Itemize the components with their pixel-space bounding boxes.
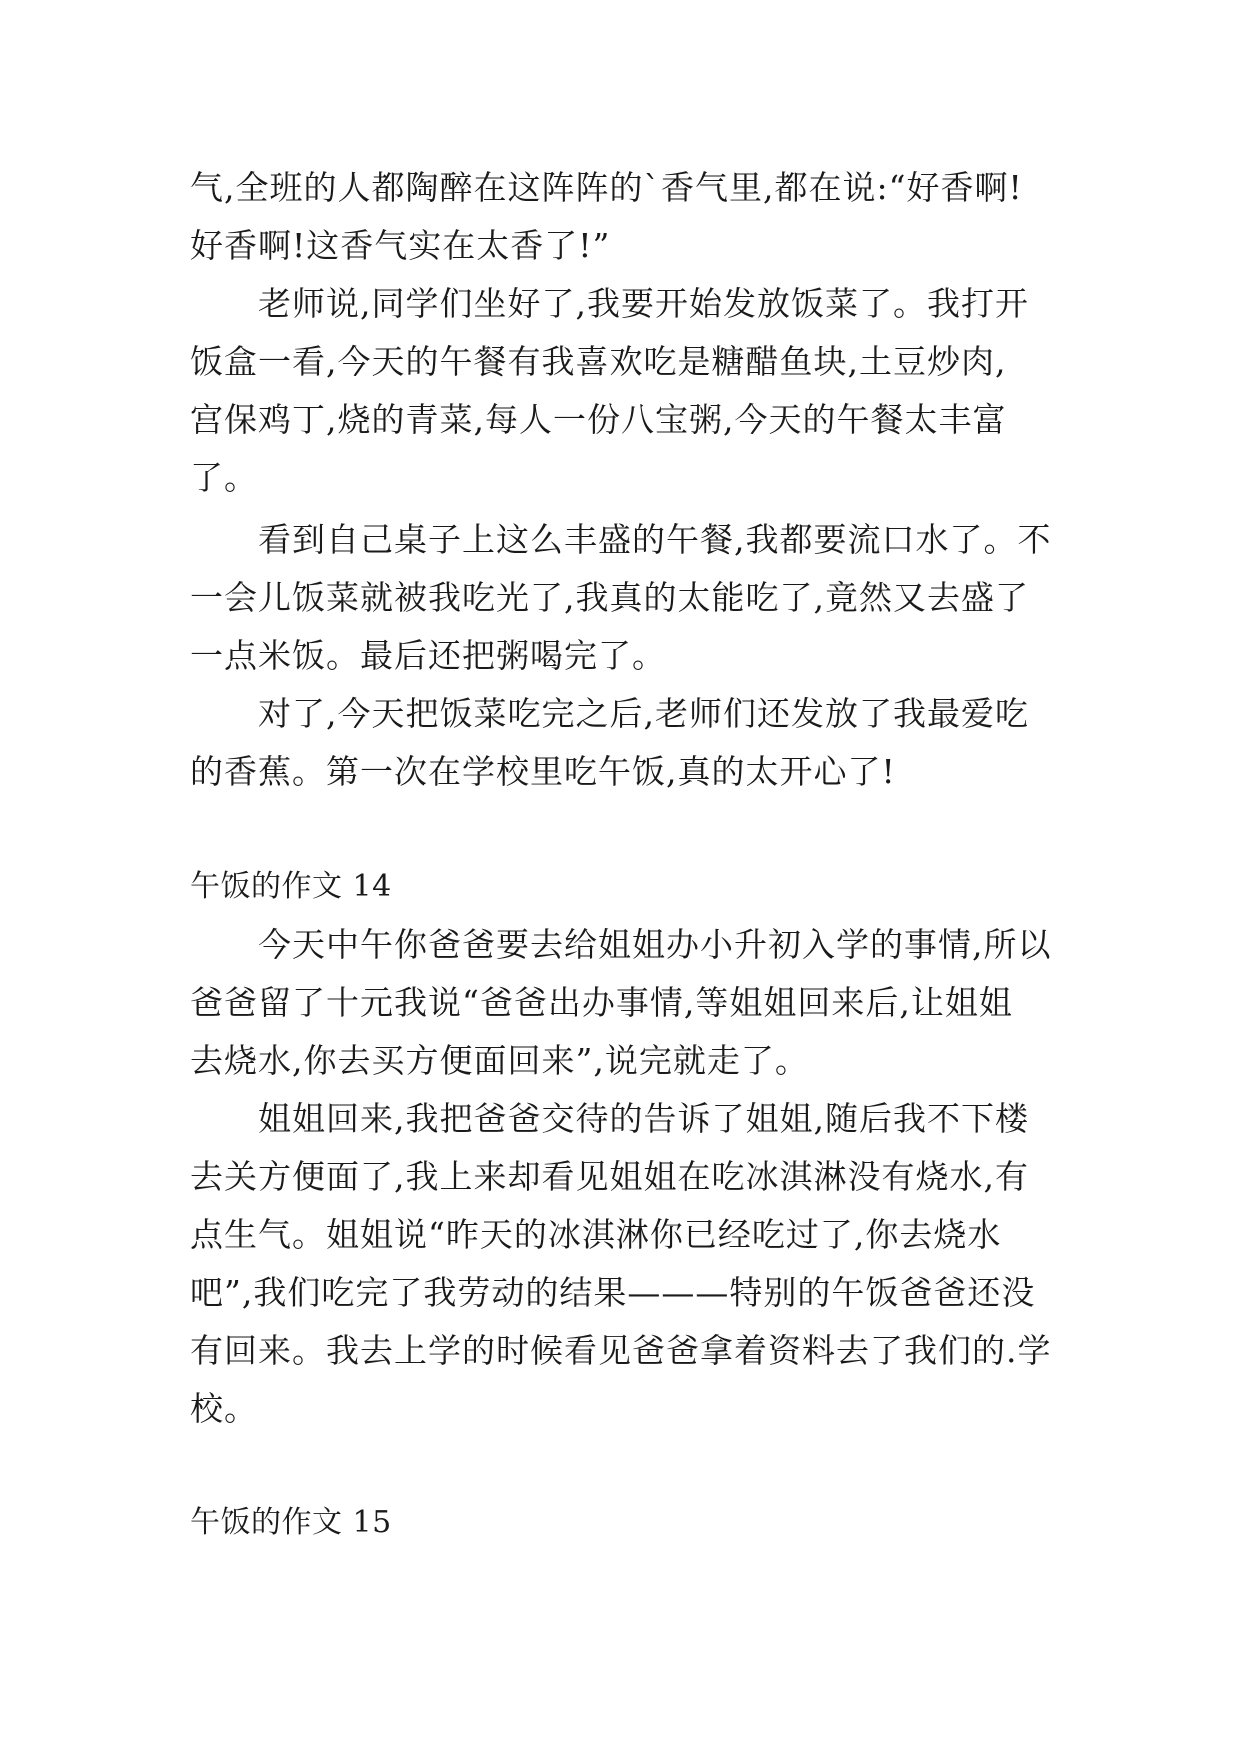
paragraph-start: 看到自己桌子上这么丰盛的午餐,我都要流口水了。不 <box>258 520 1052 559</box>
text-line: 好香啊!这香气实在太香了!” <box>190 226 611 265</box>
text-line: 校。 <box>190 1389 258 1428</box>
text-line: 去关方便面了,我上来却看见姐姐在吃冰淇淋没有烧水,有 <box>190 1157 1029 1196</box>
text-line: 宫保鸡丁,烧的青菜,每人一份八宝粥,今天的午餐太丰富 <box>190 400 1007 439</box>
text-line: 了。 <box>190 458 258 497</box>
text-line: 气,全班的人都陶醉在这阵阵的`香气里,都在说:“好香啊! <box>190 168 1023 207</box>
text-line: 有回来。我去上学的时候看见爸爸拿着资料去了我们的.学 <box>190 1331 1052 1370</box>
text-line: 去烧水,你去买方便面回来”,说完就走了。 <box>190 1041 809 1080</box>
text-line: 一会儿饭菜就被我吃光了,我真的太能吃了,竟然又去盛了 <box>190 578 1029 617</box>
section-heading: 午饭的作文 14 <box>190 869 392 904</box>
paragraph-start: 姐姐回来,我把爸爸交待的告诉了姐姐,随后我不下楼 <box>258 1099 1029 1138</box>
text-line: 爸爸留了十元我说“爸爸出办事情,等姐姐回来后,让姐姐 <box>190 983 1013 1022</box>
text-line: 一点米饭。最后还把粥喝完了。 <box>190 636 666 675</box>
paragraph-start: 老师说,同学们坐好了,我要开始发放饭菜了。我打开 <box>258 284 1029 323</box>
text-line: 吧”,我们吃完了我劳动的结果———特别的午饭爸爸还没 <box>190 1273 1036 1312</box>
paragraph-start: 对了,今天把饭菜吃完之后,老师们还发放了我最爱吃 <box>258 694 1029 733</box>
text-line: 饭盒一看,今天的午餐有我喜欢吃是糖醋鱼块,土豆炒肉, <box>190 342 1007 381</box>
text-line: 的香蕉。第一次在学校里吃午饭,真的太开心了! <box>190 752 896 791</box>
section-heading: 午饭的作文 15 <box>190 1505 392 1540</box>
paragraph-start: 今天中午你爸爸要去给姐姐办小升初入学的事情,所以 <box>258 925 1052 964</box>
text-line: 点生气。姐姐说“昨天的冰淇淋你已经吃过了,你去烧水 <box>190 1215 1002 1254</box>
